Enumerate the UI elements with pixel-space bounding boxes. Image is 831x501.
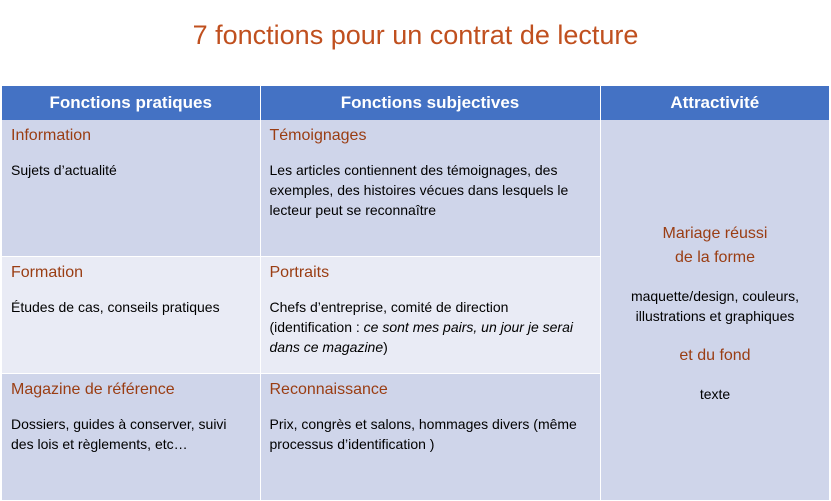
cell-temoignages [260, 120, 600, 257]
attractivite-heading-line2: de la forme [674, 249, 756, 266]
cell-formation [2, 257, 260, 374]
portraits-text-start: Chefs d’entreprise, comité de direction (identification : [269, 299, 509, 335]
portraits-text-end: ) [383, 339, 388, 355]
cell-heading: Témoignages [269, 127, 367, 144]
portraits-text-italic: ce sont mes pairs, un jour je serai dans ce magazine [269, 319, 573, 355]
cell-text: Les articles contiennent des témoignages, des exemples, des histoires vécues dans lesquels le lecteur peut se reconnaître [269, 162, 569, 218]
header-fonctions-pratiques: Fonctions pratiques [2, 86, 260, 120]
cell-heading: Formation [11, 264, 84, 281]
attractivite-forme-text: maquette/design, couleurs, illustrations et graphiques [630, 288, 800, 324]
functions-table [2, 86, 830, 501]
cell-attractivite [600, 120, 829, 501]
page-title: 7 fonctions pour un contrat de lecture [192, 20, 639, 50]
cell-text [270, 297, 592, 357]
cell-heading: Reconnaissance [269, 381, 388, 398]
cell-text: Dossiers, guides à conserver, suivi des lois et règlements, etc… [11, 416, 227, 452]
cell-portraits [260, 257, 600, 374]
cell-heading: Magazine de référence [11, 381, 175, 398]
attractivite-fond-text: texte [699, 386, 731, 402]
cell-magazine-reference [2, 374, 260, 501]
cell-information [2, 120, 260, 257]
cell-heading: Information [11, 127, 92, 144]
cell-text: Sujets d’actualité [11, 162, 117, 178]
table-header-row [2, 86, 829, 120]
cell-text: Études de cas, conseils pratiques [11, 299, 220, 315]
table-row [2, 120, 829, 257]
header-attractivite: Attractivité [600, 86, 829, 120]
attractivite-heading-line1: Mariage réussi [662, 225, 768, 242]
cell-heading: Portraits [269, 264, 330, 281]
attractivite-fond-heading: et du fond [679, 347, 751, 364]
cell-text: Prix, congrès et salons, hommages divers (même processus d’identification ) [269, 416, 577, 452]
cell-reconnaissance [260, 374, 600, 501]
header-fonctions-subjectives: Fonctions subjectives [260, 86, 600, 120]
